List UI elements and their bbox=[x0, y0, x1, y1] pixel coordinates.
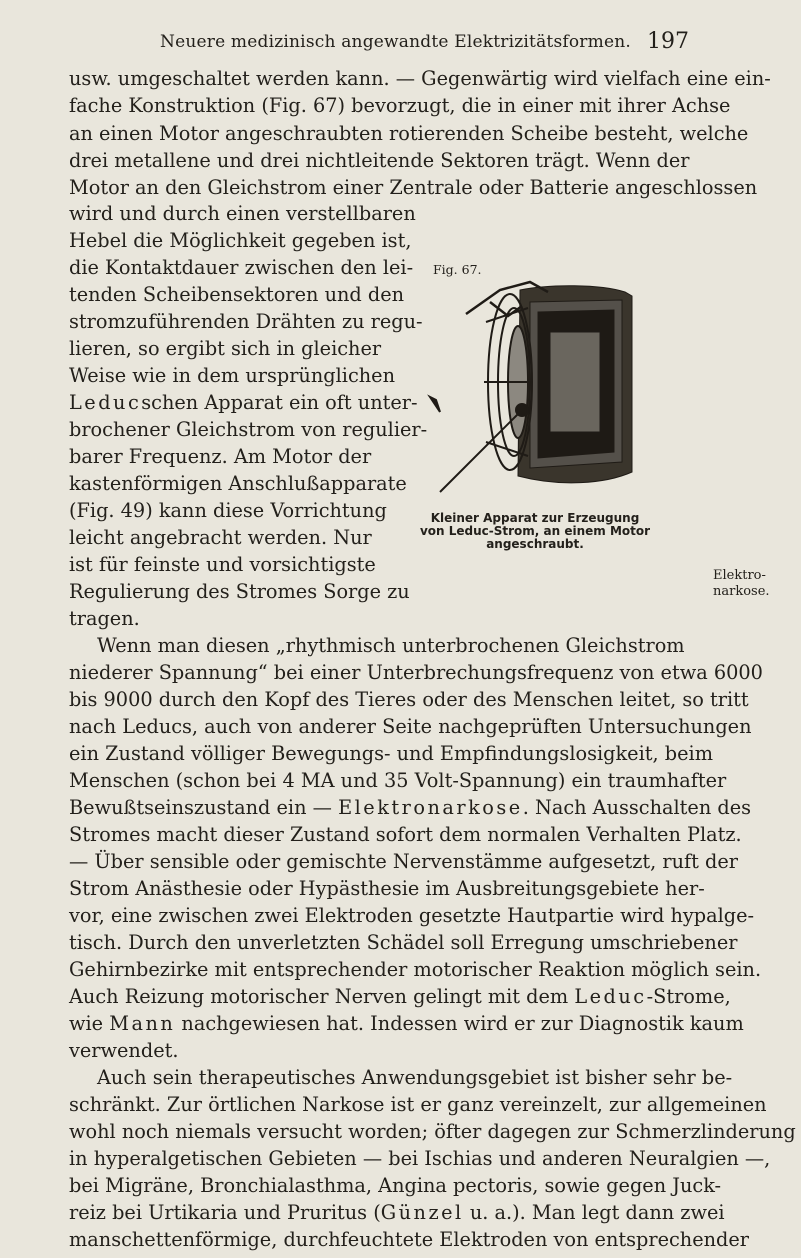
text-line: Weise wie in dem ursprünglichen bbox=[69, 364, 395, 387]
page-header bbox=[0, 29, 801, 56]
text-run: schen Apparat ein oft unter- bbox=[141, 391, 418, 414]
text-line: Hebel die Möglichkeit gegeben ist, bbox=[69, 229, 412, 252]
text-line bbox=[69, 1201, 725, 1225]
caption-line: Kleiner Apparat zur Erzeugung bbox=[430, 511, 640, 525]
text-run: . Nach Ausschalten des bbox=[522, 796, 752, 819]
text-line bbox=[69, 391, 418, 415]
text-line: usw. umgeschaltet werden kann. — Gegenwärtig wird vielfach eine ein- bbox=[69, 67, 771, 90]
text-line: fache Konstruktion (Fig. 67) bevorzugt, die in einer mit ihrer Achse bbox=[69, 94, 731, 117]
rotating-disc bbox=[484, 294, 532, 470]
text-line: ist für feinste und vorsichtigste bbox=[69, 553, 376, 576]
text-line: Strom Anästhesie oder Hypästhesie im Ausbreitungsgebiete her- bbox=[69, 877, 705, 900]
text-line: verwendet. bbox=[69, 1039, 179, 1062]
text-line: stromzuführenden Drähten zu regu- bbox=[69, 310, 423, 333]
text-line: manschettenförmige, durchfeuchtete Elektroden von entsprechender bbox=[69, 1228, 750, 1251]
text-line: Menschen (schon bei 4 MA und 35 Volt-Spannung) ein traumhafter bbox=[69, 769, 727, 792]
term-elektronarkose: Elektronarkose bbox=[338, 796, 523, 819]
text-line: Stromes macht dieser Zustand sofort dem normalen Verhalten Platz. bbox=[69, 823, 742, 846]
text-run: Bewußtseinszustand ein — bbox=[69, 796, 339, 819]
text-line: Regulierung des Stromes Sorge zu bbox=[69, 580, 410, 603]
author-name: Leduc bbox=[69, 391, 142, 414]
text-line: vor, eine zwischen zwei Elektroden gesetzte Hautpartie wird hypalge- bbox=[69, 904, 755, 927]
text-line: kastenförmigen Anschlußapparate bbox=[69, 472, 407, 495]
text-line: Motor an den Gleichstrom einer Zentrale oder Batterie angeschlossen bbox=[69, 176, 758, 199]
text-run: u. a.). Man legt dann zwei bbox=[463, 1201, 725, 1224]
text-line bbox=[69, 1012, 744, 1036]
text-line: schränkt. Zur örtlichen Narkose ist er ganz vereinzelt, zur allgemeinen bbox=[69, 1093, 767, 1116]
text-line bbox=[69, 796, 751, 820]
text-line: tragen. bbox=[69, 607, 140, 630]
caption-line: angeschraubt. bbox=[486, 537, 584, 551]
text-line: leicht angebracht werden. Nur bbox=[69, 526, 372, 549]
caption-line: von Leduc-Strom, an einem Motor bbox=[419, 524, 651, 538]
running-head: Neuere medizinisch angewandte Elektrizitätsformen. bbox=[160, 32, 631, 52]
text-line: bis 9000 durch den Kopf des Tieres oder des Menschen leitet, so tritt bbox=[69, 688, 749, 711]
author-name: Leduc bbox=[574, 985, 647, 1008]
text-line: tenden Scheibensektoren und den bbox=[69, 283, 405, 306]
text-line: Gehirnbezirke mit entsprechender motorischer Reaktion möglich sein. bbox=[69, 958, 762, 981]
text-line: bei Migräne, Bronchialasthma, Angina pectoris, sowie gegen Juck- bbox=[69, 1174, 722, 1197]
text-line: die Kontaktdauer zwischen den lei- bbox=[69, 256, 414, 279]
text-run: Auch Reizung motorischer Nerven gelingt mit dem bbox=[69, 985, 575, 1008]
motor-housing bbox=[518, 286, 632, 483]
motor-apparatus-illustration bbox=[400, 262, 668, 526]
text-line: niederer Spannung“ bei einer Unterbrechungsfrequenz von etwa 6000 bbox=[69, 661, 763, 684]
margin-note-line: Elektro- bbox=[713, 568, 766, 583]
text-line: nach Leducs, auch von anderer Seite nachgeprüften Untersuchungen bbox=[69, 715, 752, 738]
text-line: tisch. Durch den unverletzten Schädel soll Erregung umschriebener bbox=[69, 931, 738, 954]
margin-note-line: narkose. bbox=[713, 584, 770, 599]
text-line: ein Zustand völliger Bewegungs- und Empfindungslosigkeit, beim bbox=[69, 742, 713, 765]
text-line: — Über sensible oder gemischte Nervenstämme aufgesetzt, ruft der bbox=[69, 850, 739, 873]
figure-caption bbox=[403, 512, 667, 551]
text-line: lieren, so ergibt sich in gleicher bbox=[69, 337, 382, 360]
text-line: an einen Motor angeschraubten rotierenden Scheibe besteht, welche bbox=[69, 122, 749, 145]
text-line bbox=[69, 985, 731, 1009]
text-line: Auch sein therapeutisches Anwendungsgebiet ist bisher sehr be- bbox=[97, 1066, 733, 1089]
figure-label: Fig. 67. bbox=[433, 262, 482, 277]
text-run: reiz bei Urtikaria und Pruritus ( bbox=[69, 1201, 381, 1224]
text-line: in hyperalgetischen Gebieten — bei Ischias und anderen Neuralgien —, bbox=[69, 1147, 771, 1170]
text-line: Wenn man diesen „rhythmisch unterbrochenen Gleichstrom bbox=[97, 634, 685, 657]
author-name: Mann bbox=[109, 1012, 176, 1035]
margin-note bbox=[713, 568, 770, 600]
text-line: wohl noch niemals versucht worden; öfter dagegen zur Schmerzlinderung bbox=[69, 1120, 796, 1143]
text-line: brochener Gleichstrom von regulier- bbox=[69, 418, 428, 441]
text-run: wie bbox=[69, 1012, 110, 1035]
text-line: wird und durch einen verstellbaren bbox=[69, 202, 416, 225]
author-name: Günzel bbox=[380, 1201, 464, 1224]
text-run: nachgewiesen hat. Indessen wird er zur Diagnostik kaum bbox=[175, 1012, 744, 1035]
text-run: -Strome, bbox=[646, 985, 731, 1008]
text-line: drei metallene und drei nichtleitende Sektoren trägt. Wenn der bbox=[69, 149, 690, 172]
page-number: 197 bbox=[647, 29, 689, 54]
text-line: (Fig. 49) kann diese Vorrichtung bbox=[69, 499, 387, 522]
text-line: barer Frequenz. Am Motor der bbox=[69, 445, 372, 468]
